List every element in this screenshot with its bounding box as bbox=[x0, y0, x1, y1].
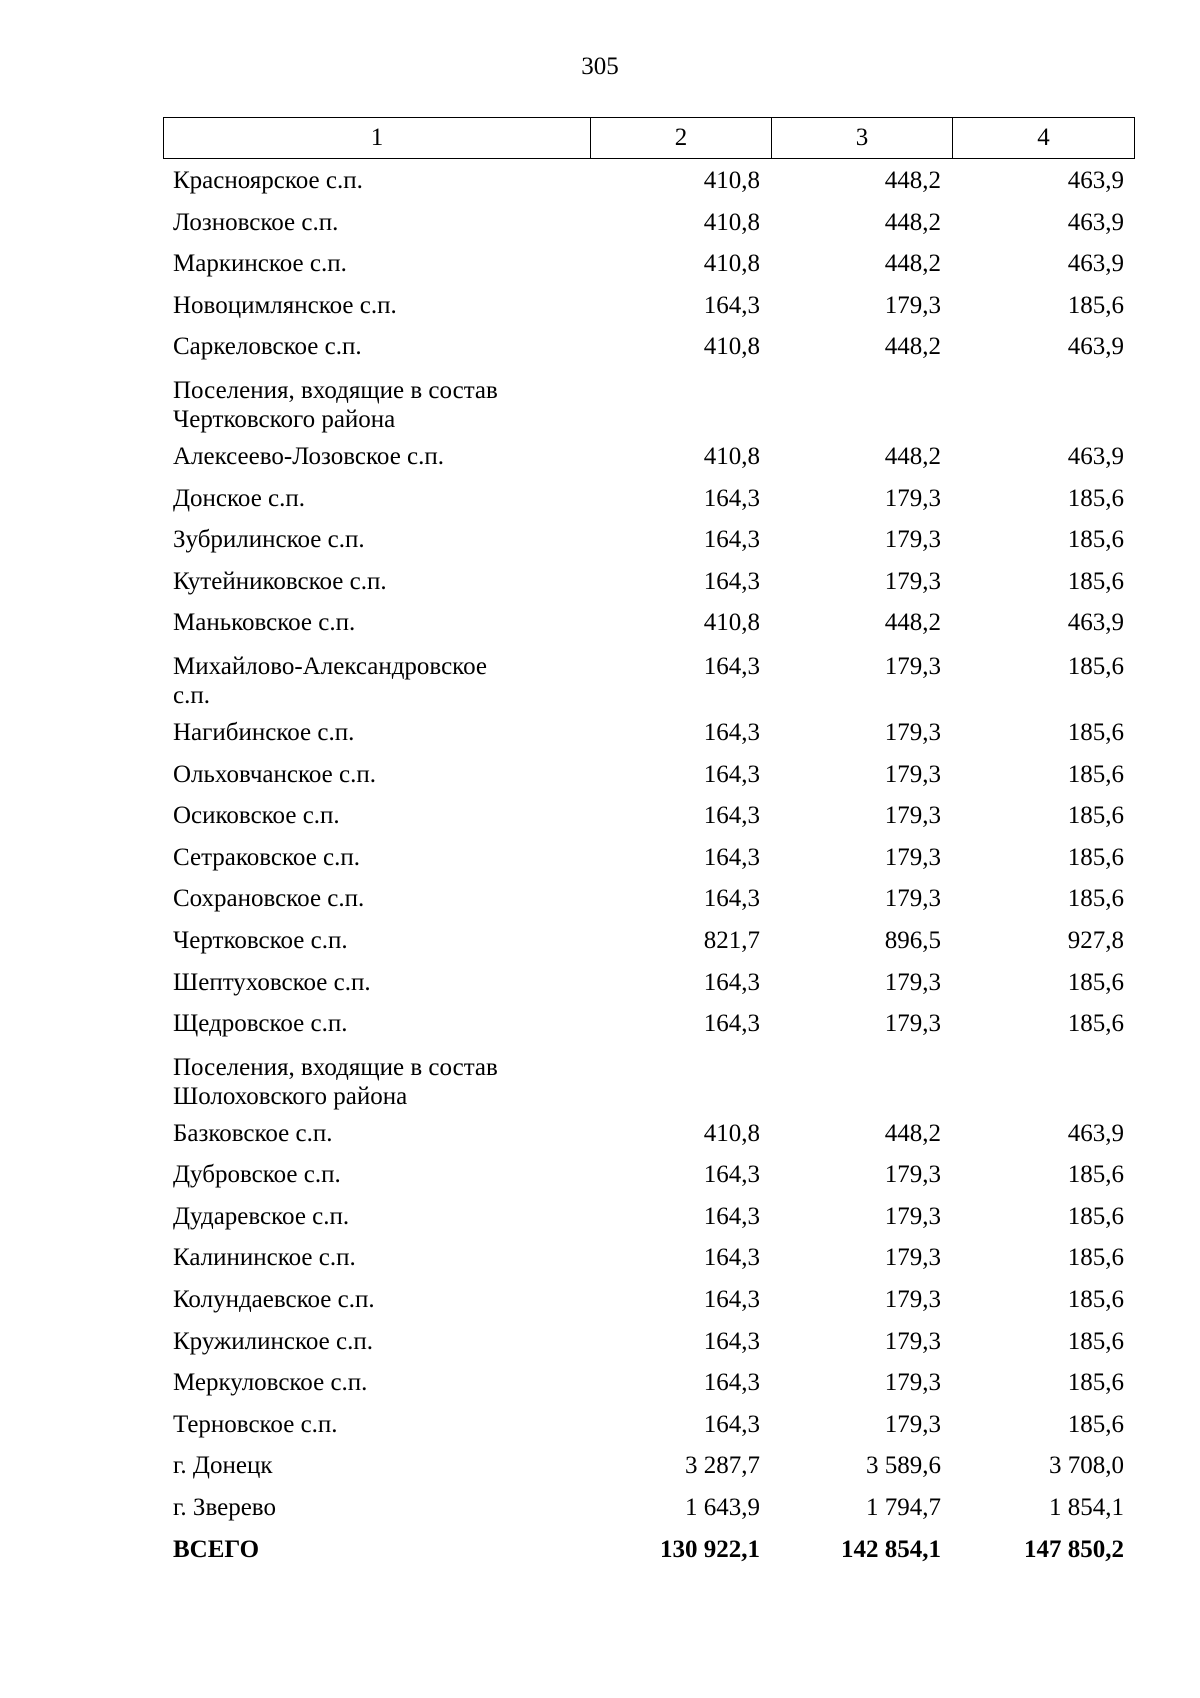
value-col-2: 821,7 bbox=[703, 926, 760, 954]
value-col-3: 448,2 bbox=[884, 1119, 941, 1147]
value-col-3: 179,3 bbox=[884, 1410, 941, 1438]
value-col-2: 164,3 bbox=[703, 968, 760, 996]
budget-table bbox=[163, 117, 1135, 1570]
value-col-2: 164,3 bbox=[703, 885, 760, 913]
value-col-2: 164,3 bbox=[703, 1410, 760, 1438]
value-col-4: 185,6 bbox=[1067, 1202, 1124, 1230]
value-col-3: 448,2 bbox=[884, 208, 941, 236]
value-col-3: 179,3 bbox=[884, 652, 941, 680]
total-row bbox=[163, 1529, 1135, 1571]
value-col-2: 3 287,7 bbox=[685, 1452, 760, 1480]
value-col-4: 185,6 bbox=[1067, 760, 1124, 788]
settlement-name bbox=[163, 652, 590, 710]
table-row bbox=[163, 202, 1135, 244]
value-col-2: 164,3 bbox=[703, 843, 760, 871]
value-col-4: 185,6 bbox=[1067, 567, 1124, 595]
table-row bbox=[163, 1321, 1135, 1363]
table-row bbox=[163, 1113, 1135, 1155]
value-col-4: 185,6 bbox=[1067, 1327, 1124, 1355]
value-col-3: 1 794,7 bbox=[866, 1494, 941, 1522]
value-col-2: 164,3 bbox=[703, 1010, 760, 1038]
value-col-2: 164,3 bbox=[703, 1369, 760, 1397]
table-row bbox=[163, 436, 1135, 478]
value-col-3: 448,2 bbox=[884, 250, 941, 278]
settlement-name: Дубровское с.п. bbox=[173, 1161, 341, 1189]
value-col-2: 164,3 bbox=[703, 1161, 760, 1189]
table-row bbox=[163, 160, 1135, 202]
value-col-3: 142 854,1 bbox=[841, 1535, 941, 1563]
value-col-2: 164,3 bbox=[703, 802, 760, 830]
group-heading bbox=[163, 1053, 590, 1111]
value-col-3: 179,3 bbox=[884, 1327, 941, 1355]
value-col-4: 185,6 bbox=[1067, 291, 1124, 319]
value-col-3: 179,3 bbox=[884, 526, 941, 554]
value-col-2: 164,3 bbox=[703, 760, 760, 788]
value-col-2: 410,8 bbox=[703, 333, 760, 361]
settlement-name: Осиковское с.п. bbox=[173, 802, 340, 830]
value-col-2: 410,8 bbox=[703, 167, 760, 194]
table-row bbox=[163, 644, 1135, 712]
value-col-4: 185,6 bbox=[1067, 526, 1124, 554]
value-col-4: 185,6 bbox=[1067, 1410, 1124, 1438]
value-col-3: 179,3 bbox=[884, 291, 941, 319]
settlement-name: Калининское с.п. bbox=[173, 1244, 356, 1272]
settlement-name: Саркеловское с.п. bbox=[173, 333, 362, 361]
settlement-name: Донское с.п. bbox=[173, 484, 306, 512]
value-col-4: 185,6 bbox=[1067, 652, 1124, 680]
table-row bbox=[163, 1237, 1135, 1279]
settlement-name: Зубрилинское с.п. bbox=[173, 526, 365, 554]
table-row bbox=[163, 326, 1135, 368]
settlement-name: Кутейниковское с.п. bbox=[173, 567, 387, 595]
table-row bbox=[163, 602, 1135, 644]
value-col-4: 1 854,1 bbox=[1049, 1494, 1124, 1522]
table-row bbox=[163, 1154, 1135, 1196]
settlement-name: г. Зверево bbox=[173, 1494, 276, 1522]
value-col-2: 164,3 bbox=[703, 652, 760, 680]
value-col-3: 179,3 bbox=[884, 885, 941, 913]
settlement-name: Щедровское с.п. bbox=[173, 1010, 348, 1038]
total-label: ВСЕГО bbox=[173, 1535, 260, 1563]
table-row bbox=[163, 878, 1135, 920]
settlement-name: г. Донецк bbox=[173, 1452, 273, 1480]
value-col-4: 185,6 bbox=[1067, 484, 1124, 512]
value-col-4: 927,8 bbox=[1067, 926, 1124, 954]
value-col-3: 179,3 bbox=[884, 843, 941, 871]
value-col-2: 130 922,1 bbox=[660, 1535, 760, 1563]
table-row bbox=[163, 1362, 1135, 1404]
value-col-2: 164,3 bbox=[703, 1202, 760, 1230]
value-col-2: 410,8 bbox=[703, 250, 760, 278]
settlement-name: Маркинское с.п. bbox=[173, 250, 347, 278]
table-header-row bbox=[163, 117, 1135, 159]
table-row bbox=[163, 478, 1135, 520]
value-col-4: 463,9 bbox=[1067, 1119, 1124, 1147]
settlement-name: Сохрановское с.п. bbox=[173, 885, 365, 913]
value-col-3: 179,3 bbox=[884, 1286, 941, 1314]
settlement-name: Нагибинское с.п. bbox=[173, 718, 355, 746]
column-header-4: 4 bbox=[1037, 124, 1050, 151]
table-row bbox=[163, 754, 1135, 796]
settlement-name: Чертковское с.п. bbox=[173, 926, 348, 954]
value-col-4: 185,6 bbox=[1067, 1369, 1124, 1397]
value-col-4: 463,9 bbox=[1067, 609, 1124, 637]
table-row bbox=[163, 1003, 1135, 1045]
value-col-2: 164,3 bbox=[703, 526, 760, 554]
settlement-name-line: Михайлово-Александровское bbox=[173, 652, 487, 680]
column-header-1: 1 bbox=[164, 118, 591, 158]
settlement-name: Сетраковское с.п. bbox=[173, 843, 361, 871]
value-col-4: 463,9 bbox=[1067, 167, 1124, 194]
table-row bbox=[163, 285, 1135, 327]
value-col-2: 410,8 bbox=[703, 442, 760, 470]
value-col-3: 448,2 bbox=[884, 442, 941, 470]
table-row bbox=[163, 837, 1135, 879]
value-col-3: 179,3 bbox=[884, 1010, 941, 1038]
value-col-3: 896,5 bbox=[884, 926, 941, 954]
settlement-name: Шептуховское с.п. bbox=[173, 968, 371, 996]
value-col-2: 164,3 bbox=[703, 291, 760, 319]
settlement-name: Ольховчанское с.п. bbox=[173, 760, 376, 788]
value-col-4: 185,6 bbox=[1067, 718, 1124, 746]
table-row bbox=[163, 920, 1135, 962]
value-col-3: 179,3 bbox=[884, 567, 941, 595]
table-row bbox=[163, 1445, 1135, 1487]
value-col-3: 3 589,6 bbox=[866, 1452, 941, 1480]
group-heading-row bbox=[163, 368, 1135, 436]
value-col-2: 410,8 bbox=[703, 1119, 760, 1147]
value-col-3: 179,3 bbox=[884, 718, 941, 746]
value-col-2: 164,3 bbox=[703, 718, 760, 746]
table-row bbox=[163, 1404, 1135, 1446]
table-row bbox=[163, 962, 1135, 1004]
column-header-3: 3 bbox=[772, 118, 953, 158]
value-col-4: 185,6 bbox=[1067, 843, 1124, 871]
table-row bbox=[163, 712, 1135, 754]
settlement-name: Лозновское с.п. bbox=[173, 208, 339, 236]
value-col-3: 179,3 bbox=[884, 1244, 941, 1272]
value-col-2: 410,8 bbox=[703, 208, 760, 236]
value-col-3: 448,2 bbox=[884, 167, 941, 194]
settlement-name: Кружилинское с.п. bbox=[173, 1327, 373, 1355]
page-number: 305 bbox=[581, 53, 619, 80]
group-heading bbox=[163, 376, 590, 434]
column-header-2: 2 bbox=[591, 118, 772, 158]
value-col-2: 164,3 bbox=[703, 567, 760, 595]
group-heading-line: Поселения, входящие в состав bbox=[173, 376, 498, 404]
value-col-3: 448,2 bbox=[884, 609, 941, 637]
table-row bbox=[163, 243, 1135, 285]
value-col-4: 185,6 bbox=[1067, 802, 1124, 830]
value-col-4: 463,9 bbox=[1067, 208, 1124, 236]
value-col-2: 164,3 bbox=[703, 1244, 760, 1272]
value-col-2: 164,3 bbox=[703, 1327, 760, 1355]
value-col-4: 463,9 bbox=[1067, 442, 1124, 470]
value-col-2: 410,8 bbox=[703, 609, 760, 637]
group-heading-line: Шолоховского района bbox=[173, 1082, 408, 1110]
value-col-3: 448,2 bbox=[884, 333, 941, 361]
table-row bbox=[163, 561, 1135, 603]
value-col-4: 147 850,2 bbox=[1024, 1535, 1124, 1563]
value-col-3: 179,3 bbox=[884, 1369, 941, 1397]
value-col-4: 185,6 bbox=[1067, 1161, 1124, 1189]
value-col-3: 179,3 bbox=[884, 1161, 941, 1189]
value-col-4: 185,6 bbox=[1067, 1010, 1124, 1038]
settlement-name: Новоцимлянское с.п. bbox=[173, 291, 397, 319]
settlement-name: Колундаевское с.п. bbox=[173, 1286, 375, 1314]
table-row bbox=[163, 1279, 1135, 1321]
settlement-name: Меркуловское с.п. bbox=[173, 1369, 368, 1397]
settlement-name: Дударевское с.п. bbox=[173, 1202, 350, 1230]
value-col-4: 463,9 bbox=[1067, 250, 1124, 278]
table-body bbox=[163, 159, 1135, 1570]
value-col-4: 185,6 bbox=[1067, 885, 1124, 913]
settlement-name-line: с.п. bbox=[173, 681, 210, 709]
value-col-3: 179,3 bbox=[884, 802, 941, 830]
settlement-name: Алексеево-Лозовское с.п. bbox=[173, 442, 445, 470]
settlement-name: Терновское с.п. bbox=[173, 1410, 338, 1438]
table-row bbox=[163, 519, 1135, 561]
value-col-3: 179,3 bbox=[884, 760, 941, 788]
group-heading-line: Чертковского района bbox=[173, 405, 396, 433]
group-heading-line: Поселения, входящие в состав bbox=[173, 1053, 498, 1081]
value-col-2: 164,3 bbox=[703, 484, 760, 512]
table-row bbox=[163, 795, 1135, 837]
settlement-name: Базковское с.п. bbox=[173, 1119, 333, 1147]
table-row bbox=[163, 1487, 1135, 1529]
value-col-3: 179,3 bbox=[884, 1202, 941, 1230]
value-col-3: 179,3 bbox=[884, 484, 941, 512]
value-col-4: 3 708,0 bbox=[1049, 1452, 1124, 1480]
settlement-name: Красноярское с.п. bbox=[173, 167, 363, 194]
table-row bbox=[163, 1196, 1135, 1238]
value-col-4: 185,6 bbox=[1067, 1286, 1124, 1314]
value-col-4: 185,6 bbox=[1067, 1244, 1124, 1272]
value-col-2: 164,3 bbox=[703, 1286, 760, 1314]
group-heading-row bbox=[163, 1045, 1135, 1113]
value-col-3: 179,3 bbox=[884, 968, 941, 996]
value-col-4: 185,6 bbox=[1067, 968, 1124, 996]
value-col-4: 463,9 bbox=[1067, 333, 1124, 361]
settlement-name: Маньковское с.п. bbox=[173, 609, 356, 637]
value-col-2: 1 643,9 bbox=[685, 1494, 760, 1522]
